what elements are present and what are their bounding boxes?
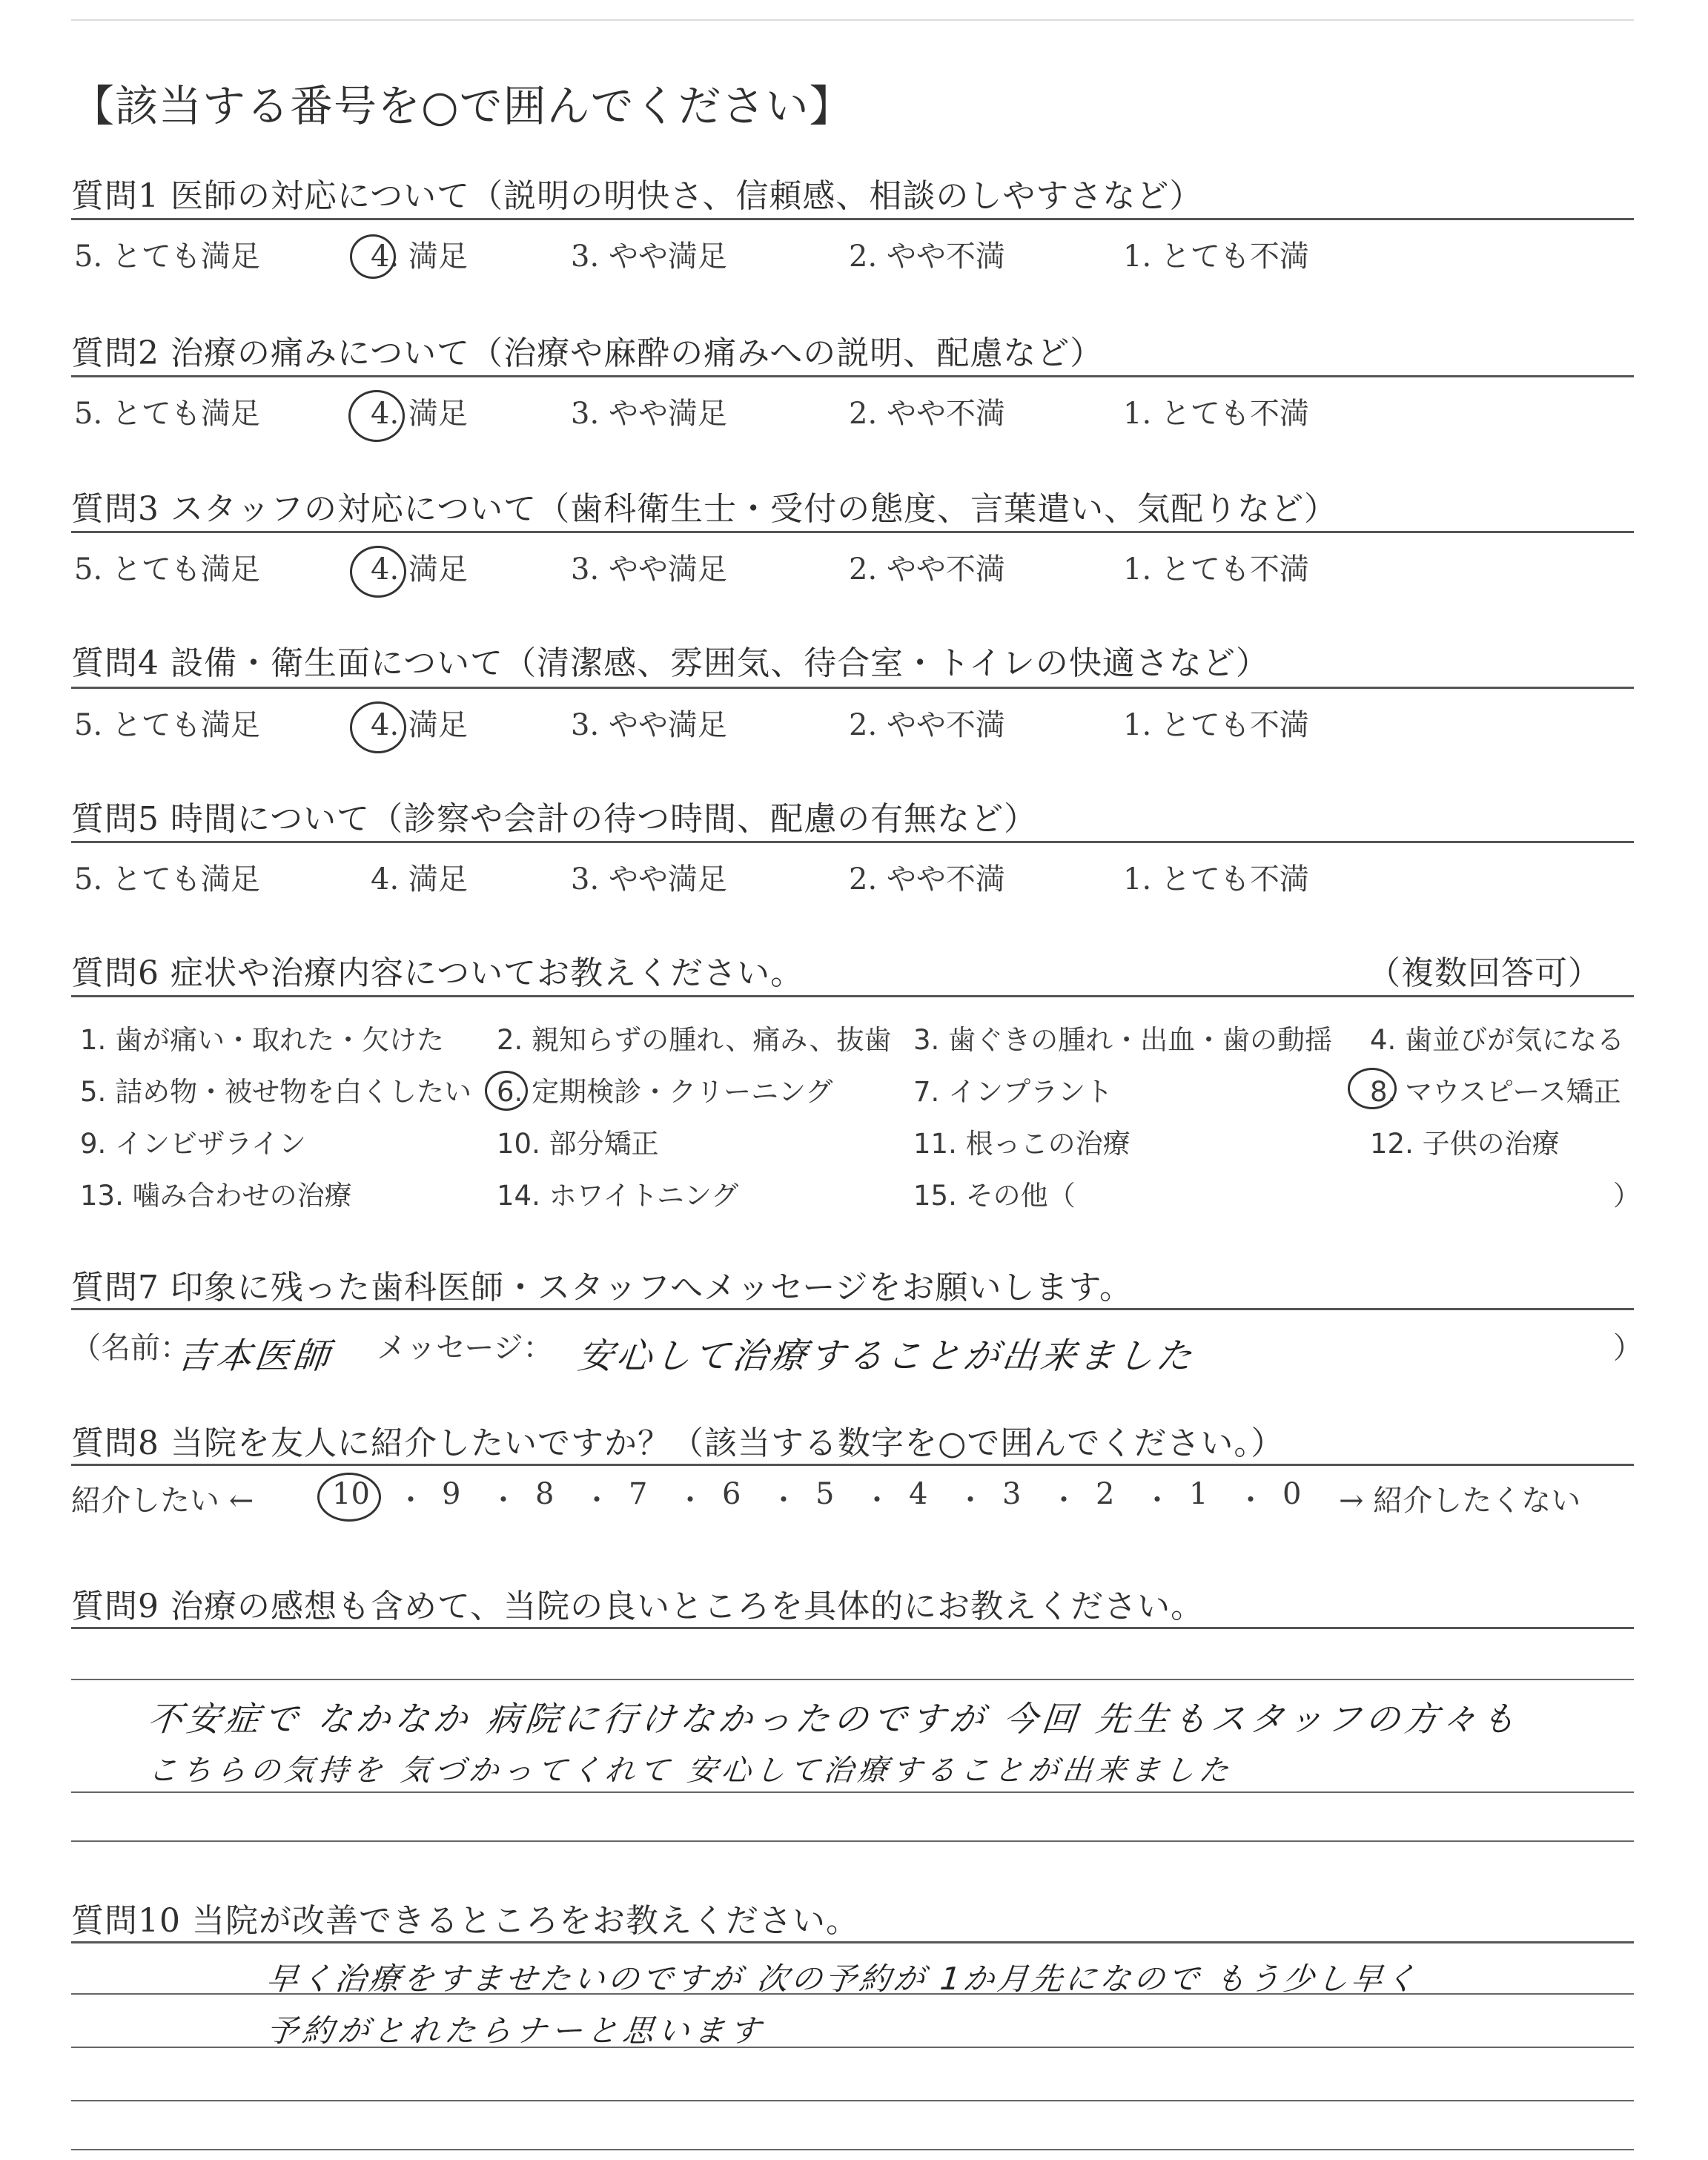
q5-opt-4[interactable]: 4. 満足 (371, 862, 468, 896)
q6-item-9[interactable]: 9. インビザライン (80, 1128, 306, 1160)
q2-opt-4[interactable]: 4. 満足 (371, 397, 468, 431)
q2-opt-1[interactable]: 1. とても不満 (1123, 397, 1309, 431)
q2-rule (71, 375, 1634, 377)
q8-dot: ・ (1050, 1484, 1079, 1516)
q6-item-5[interactable]: 5. 詰め物・被せ物を白くしたい (80, 1076, 472, 1108)
q7-name-handwritten[interactable]: 吉本医師 (175, 1335, 334, 1377)
top-border (71, 19, 1634, 21)
q6-rule (71, 995, 1634, 997)
q9-rule (71, 1627, 1634, 1629)
q6-selection-circle-6 (485, 1071, 528, 1111)
q8-val-0[interactable]: 0 (1282, 1477, 1302, 1511)
q8-val-1[interactable]: 1 (1189, 1477, 1208, 1511)
q8-val-8[interactable]: 8 (535, 1477, 555, 1511)
q8-dot: ・ (956, 1484, 985, 1516)
q10-answer-text-2[interactable]: 予約がとれたらナーと思います (265, 2012, 767, 2049)
q9-answer-line-1 (71, 1679, 1634, 1680)
q8-dot: ・ (1237, 1484, 1265, 1516)
q8-dot: ・ (863, 1484, 892, 1516)
q6-item-14[interactable]: 14. ホワイトニング (497, 1180, 739, 1212)
q2-opt-3[interactable]: 3. やや満足 (571, 397, 727, 431)
q8-left-label: 紹介したい ← (71, 1484, 254, 1518)
q4-rule (71, 687, 1634, 689)
q10-answer-line-3 (71, 2100, 1634, 2101)
q8-dot: ・ (676, 1484, 705, 1516)
q1-opt-2[interactable]: 2. やや不満 (849, 240, 1005, 274)
q6-item-2[interactable]: 2. 親知らずの腫れ、痛み、抜歯 (497, 1024, 892, 1056)
q9-title: 質問9 治療の感想も含めて、当院の良いところを具体的にお教えください。 (71, 1588, 1205, 1625)
q3-selection-circle (350, 546, 406, 598)
q6-note: （複数回答可） (1368, 954, 1601, 992)
q6-item-15[interactable]: 15. その他（ (913, 1180, 1076, 1212)
q6-item-13[interactable]: 13. 噛み合わせの治療 (80, 1180, 352, 1212)
q9-answer-line-3 (71, 1840, 1634, 1842)
q7-message-label: メッセージ： (377, 1331, 553, 1365)
q1-opt-4[interactable]: 4. 満足 (371, 240, 468, 274)
q6-item-3[interactable]: 3. 歯ぐきの腫れ・出血・歯の動揺 (913, 1024, 1333, 1056)
q1-opt-1[interactable]: 1. とても不満 (1123, 240, 1309, 274)
q8-val-6[interactable]: 6 (722, 1477, 741, 1511)
q10-rule (71, 1941, 1634, 1943)
q8-selection-circle (317, 1473, 381, 1522)
q4-title: 質問4 設備・衛生面について（清潔感、雰囲気、待合室・トイレの快適さなど） (71, 644, 1269, 682)
q4-selection-circle (350, 701, 406, 753)
q1-rule (71, 218, 1634, 220)
q7-name-label: （名前： (71, 1331, 190, 1365)
q4-opt-3[interactable]: 3. やや満足 (571, 708, 727, 742)
q8-val-9[interactable]: 9 (442, 1477, 461, 1511)
q1-title: 質問1 医師の対応について（説明の明快さ、信頼感、相談のしやすさなど） (71, 177, 1203, 215)
q7-close-paren: ） (1613, 1331, 1643, 1365)
q8-dot: ・ (1143, 1484, 1172, 1516)
q2-selection-circle (348, 390, 405, 442)
q10-answer-text-1[interactable]: 早く治療をすませたいのですが 次の予約が 1か月先になので もう少し早く (265, 1961, 1422, 1997)
q7-rule (71, 1308, 1634, 1310)
q6-other-close-paren: ） (1613, 1180, 1641, 1212)
q6-item-12[interactable]: 12. 子供の治療 (1370, 1128, 1560, 1160)
q9-answer-text-2[interactable]: こちらの気持を 気づかってくれて 安心して治療することが出来ました (146, 1754, 1235, 1788)
q3-opt-2[interactable]: 2. やや不満 (849, 552, 1005, 587)
q10-title: 質問10 当院が改善できるところをお教えください。 (71, 1902, 859, 1940)
q5-opt-3[interactable]: 3. やや満足 (571, 862, 727, 896)
q6-item-4[interactable]: 4. 歯並びが気になる (1370, 1024, 1625, 1056)
q8-rule (71, 1464, 1634, 1466)
q5-opt-5[interactable]: 5. とても満足 (74, 862, 260, 896)
q4-opt-5[interactable]: 5. とても満足 (74, 708, 260, 742)
q4-opt-1[interactable]: 1. とても不満 (1123, 708, 1309, 742)
q8-dot: ・ (397, 1484, 426, 1516)
q4-opt-2[interactable]: 2. やや不満 (849, 708, 1005, 742)
q8-dot: ・ (583, 1484, 612, 1516)
q3-opt-4[interactable]: 4. 満足 (371, 552, 468, 587)
q7-message-handwritten[interactable]: 安心して治療することが出来ました (575, 1335, 1197, 1377)
q6-item-6[interactable]: 6. 定期検診・クリーニング (497, 1076, 833, 1108)
q5-title: 質問5 時間について（診察や会計の待つ時間、配慮の有無など） (71, 800, 1038, 838)
q8-title: 質問8 当院を友人に紹介したいですか？（該当する数字を○で囲んでください。） (71, 1424, 1285, 1462)
q6-item-11[interactable]: 11. 根っこの治療 (913, 1128, 1131, 1160)
q3-opt-5[interactable]: 5. とても満足 (74, 552, 260, 587)
q3-opt-1[interactable]: 1. とても不満 (1123, 552, 1309, 587)
q9-answer-line-2 (71, 1791, 1634, 1793)
q8-val-5[interactable]: 5 (815, 1477, 835, 1511)
q5-opt-2[interactable]: 2. やや不満 (849, 862, 1005, 896)
q2-opt-5[interactable]: 5. とても満足 (74, 397, 260, 431)
page-title: 【該当する番号を○で囲んでください】 (71, 81, 853, 131)
q6-item-1[interactable]: 1. 歯が痛い・取れた・欠けた (80, 1024, 445, 1056)
q5-rule (71, 841, 1634, 843)
q3-title: 質問3 スタッフの対応について（歯科衛生士・受付の態度、言葉遣い、気配りなど） (71, 490, 1338, 528)
q7-title: 質問7 印象に残った歯科医師・スタッフへメッセージをお願いします。 (71, 1269, 1133, 1307)
q8-dot: ・ (489, 1484, 518, 1516)
q3-opt-3[interactable]: 3. やや満足 (571, 552, 727, 587)
q8-right-label: → 紹介したくない (1339, 1484, 1581, 1518)
q4-opt-4[interactable]: 4. 満足 (371, 708, 468, 742)
q10-answer-line-4 (71, 2149, 1634, 2150)
q8-val-7[interactable]: 7 (629, 1477, 648, 1511)
q8-val-4[interactable]: 4 (909, 1477, 928, 1511)
q1-selection-circle (350, 234, 396, 279)
q8-val-3[interactable]: 3 (1002, 1477, 1022, 1511)
q1-opt-5[interactable]: 5. とても満足 (74, 240, 260, 274)
q6-item-8[interactable]: 8. マウスピース矯正 (1370, 1076, 1621, 1108)
q6-selection-circle-8 (1348, 1068, 1397, 1109)
q9-answer-text-1[interactable]: 不安症で なかなか 病院に行けなかったのですが 今回 先生もスタッフの方々も (145, 1699, 1523, 1739)
q3-rule (71, 531, 1634, 533)
q2-opt-2[interactable]: 2. やや不満 (849, 397, 1005, 431)
q5-opt-1[interactable]: 1. とても不満 (1123, 862, 1309, 896)
q8-val-2[interactable]: 2 (1096, 1477, 1115, 1511)
q8-val-10[interactable]: 10 (332, 1477, 370, 1511)
q6-title: 質問6 症状や治療内容についてお教えください。 (71, 954, 804, 992)
q2-title: 質問2 治療の痛みについて（治療や麻酔の痛みへの説明、配慮など） (71, 334, 1104, 372)
q6-item-10[interactable]: 10. 部分矯正 (497, 1128, 659, 1160)
q1-opt-3[interactable]: 3. やや満足 (571, 240, 727, 274)
q8-dot: ・ (769, 1484, 798, 1516)
q6-item-7[interactable]: 7. インプラント (913, 1076, 1113, 1108)
